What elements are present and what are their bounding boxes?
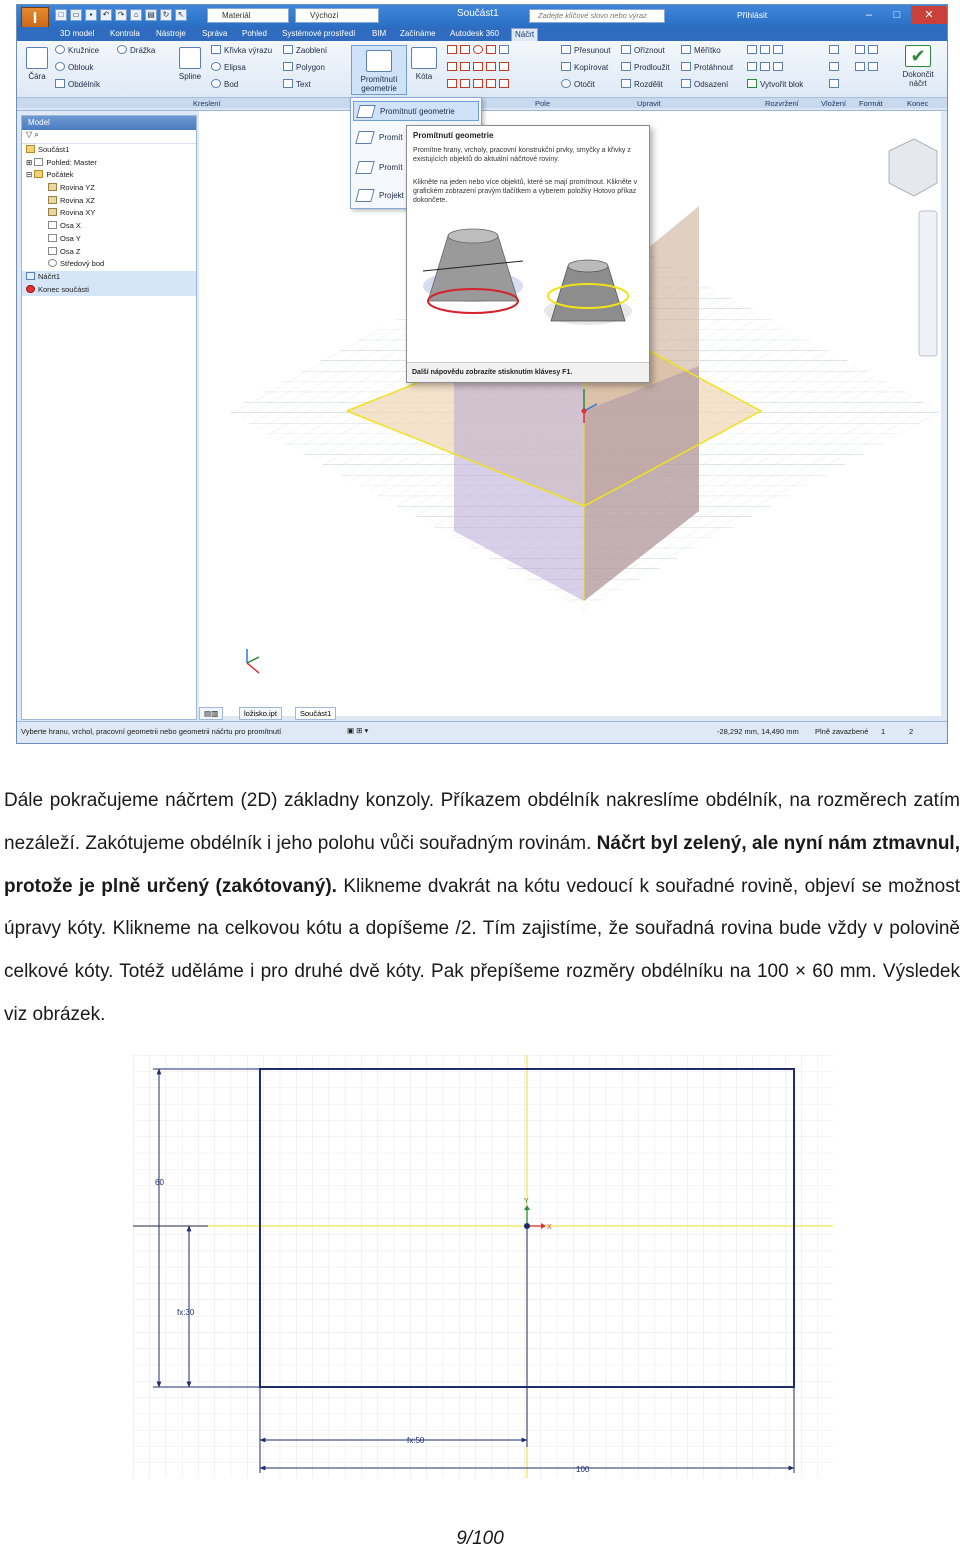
panel-upravit[interactable]: Upravit bbox=[637, 99, 661, 108]
dimension-button[interactable]: Kóta bbox=[409, 47, 439, 81]
tooltip-illustration bbox=[413, 216, 645, 356]
insert-icons-row2[interactable] bbox=[829, 62, 842, 72]
minimize-icon[interactable]: – bbox=[865, 9, 873, 21]
tree-item-part[interactable]: Součást1 bbox=[22, 144, 196, 157]
tab-sprava[interactable]: Správa bbox=[202, 29, 228, 38]
insert-icons[interactable] bbox=[829, 45, 842, 55]
view-triad bbox=[247, 649, 259, 673]
navigation-bar[interactable] bbox=[919, 211, 937, 356]
tab-nacrt[interactable]: Náčrt bbox=[511, 28, 538, 41]
find-icon[interactable]: ⌕ bbox=[34, 130, 39, 139]
ribbon bbox=[17, 41, 947, 111]
sketch-grid bbox=[133, 1055, 833, 1478]
doctab-bearing[interactable]: ložisko.ipt bbox=[239, 707, 282, 720]
offset-button[interactable]: Odsazení bbox=[681, 79, 728, 89]
move-button[interactable]: Přesunout bbox=[561, 45, 610, 55]
split-button[interactable]: Rozdělit bbox=[621, 79, 663, 89]
doctab-icons[interactable]: ▤▥ bbox=[199, 707, 223, 720]
copy-button[interactable]: Kopírovat bbox=[561, 62, 608, 72]
finish-sketch-button[interactable]: ✔ Dokončit náčrt bbox=[902, 46, 934, 88]
tree-item-axis-y[interactable]: Osa Y bbox=[22, 233, 196, 246]
status-prompt: Vyberte hranu, vrchol, pracovní geometrii nebo geometrii náčrtu pro promítnutí bbox=[21, 727, 282, 736]
tab-bim[interactable]: BIM bbox=[372, 29, 387, 38]
dim-width[interactable]: 100 bbox=[576, 1465, 590, 1474]
menu-item-project-cut-edges[interactable]: Promít bbox=[353, 128, 479, 148]
title-bar bbox=[17, 5, 947, 27]
new-icon[interactable]: □ bbox=[55, 9, 67, 21]
panel-pole[interactable]: Pole bbox=[535, 99, 551, 108]
axis-label-x: X bbox=[547, 1224, 552, 1231]
appearance-combo[interactable]: Výchozí bbox=[295, 8, 379, 23]
tooltip-instructions: Klikněte na jeden nebo více objektů, které se mají promítnout. Klikněte v grafickém zobrazení pravým tlačítkem a vyberem položky Hotovo příkaz dokončete. bbox=[413, 179, 638, 204]
axis-label-y: Y bbox=[524, 1198, 529, 1205]
browser-tree bbox=[22, 144, 196, 296]
layout-icons[interactable] bbox=[747, 45, 786, 55]
paragraph-bold: Náčrt byl zelený, ale nyní nám ztmavnul, protože je plně určený (zakótovaný). bbox=[4, 832, 960, 897]
tab-nastroje[interactable]: Nástroje bbox=[156, 29, 186, 38]
status-count: 1 bbox=[881, 727, 886, 736]
panel-format[interactable]: Formát bbox=[859, 99, 883, 108]
open-icon[interactable]: ▭ bbox=[70, 9, 82, 21]
format-icons[interactable] bbox=[855, 45, 881, 55]
tab-autodesk-360[interactable]: Autodesk 360 bbox=[450, 29, 499, 38]
scale-button[interactable]: Měřítko bbox=[681, 45, 721, 55]
tree-item-view[interactable]: ⊞ Pohled: Master bbox=[26, 157, 97, 167]
tab-zaciname[interactable]: Začínáme bbox=[400, 29, 436, 38]
text-button[interactable]: Text bbox=[283, 79, 311, 89]
tab-pohled[interactable]: Pohled bbox=[242, 29, 267, 38]
search-input[interactable]: Zadejte klíčové slovo nebo výraz bbox=[529, 9, 665, 23]
sign-in-link[interactable]: Přihlásit bbox=[737, 10, 768, 20]
project-cut-edges-icon bbox=[355, 131, 374, 144]
tree-item-axis-x[interactable]: Osa X bbox=[22, 220, 196, 233]
paragraph-part-2: Klikneme dvakrát na kótu vedoucí k souřadné rovině, objeví se možnost úpravy kóty. Klikneme na celkovou kótu a dopíšeme /2. Tím zajistíme, že souřadná rovina bude vždy v polovině celkové kóty. Totéž uděláme i pro druhé dvě kóty. Pak přepíšeme rozměry obdélníku na 100 × 60 mm. Výsledek viz obrázek. bbox=[4, 875, 960, 1025]
project-geometry-button[interactable]: Promítnutí geometrie bbox=[351, 45, 407, 95]
command-tooltip bbox=[406, 125, 650, 383]
panel-konec[interactable]: Konec bbox=[907, 99, 929, 108]
ellipse-button[interactable]: Elipsa bbox=[211, 62, 246, 72]
tooltip-footer: Další nápovědu zobrazíte stisknutím klávesy F1. bbox=[407, 362, 649, 382]
model-browser bbox=[21, 115, 197, 720]
save-icon[interactable]: ▪ bbox=[85, 9, 97, 21]
panel-kresleni[interactable]: Kreslení bbox=[193, 99, 221, 108]
panel-vlozeni[interactable]: Vložení bbox=[821, 99, 847, 108]
equation-curve-button[interactable]: Křivka výrazu bbox=[211, 45, 272, 55]
application-menu-button[interactable]: I bbox=[21, 7, 49, 41]
window-title: Součást1 bbox=[457, 8, 499, 19]
trim-button[interactable]: Oříznout bbox=[621, 45, 665, 55]
view-cube[interactable] bbox=[889, 139, 937, 196]
status-count-2: 2 bbox=[909, 727, 914, 736]
dim-half-height[interactable]: fx:30 bbox=[177, 1308, 195, 1317]
status-icons[interactable]: ▣ ⊞ ▾ bbox=[347, 726, 369, 735]
panel-rozvrzeni[interactable]: Rozvržení bbox=[765, 99, 799, 108]
select-icon[interactable]: ↖ bbox=[175, 9, 187, 21]
tab-systemove-prostredi[interactable]: Systémové prostředí bbox=[282, 29, 356, 38]
undo-icon[interactable]: ↶ bbox=[100, 9, 112, 21]
page-number: 9/100 bbox=[456, 1528, 504, 1549]
tree-item-end-of-part[interactable]: Konec součásti bbox=[22, 284, 196, 297]
menu-item-project-flat-pattern[interactable]: Promít bbox=[353, 158, 479, 178]
slot-button[interactable]: Drážka bbox=[117, 45, 155, 55]
insert-icons-row3[interactable] bbox=[829, 79, 842, 89]
tree-item-plane-xz[interactable]: Rovina XZ bbox=[22, 195, 196, 208]
quick-access-toolbar bbox=[55, 9, 187, 23]
tree-item-plane-xy[interactable]: Rovina XY bbox=[22, 207, 196, 220]
body-paragraph bbox=[4, 780, 960, 1037]
maximize-icon[interactable]: □ bbox=[893, 9, 901, 21]
rotate-button[interactable]: Otočit bbox=[561, 79, 595, 89]
extend-button[interactable]: Prodloužit bbox=[621, 62, 670, 72]
tab-kontrola[interactable]: Kontrola bbox=[110, 29, 140, 38]
ribbon-tabs bbox=[17, 27, 947, 41]
line-button[interactable]: Čára bbox=[23, 47, 51, 81]
arc-button[interactable]: Oblouk bbox=[55, 62, 93, 72]
constraint-icons-row3[interactable] bbox=[447, 79, 512, 89]
tree-item-plane-yz[interactable]: Rovina YZ bbox=[22, 182, 196, 195]
tab-3d-model[interactable]: 3D model bbox=[60, 29, 95, 38]
status-bar bbox=[17, 721, 947, 743]
tooltip-description: Promítne hrany, vrcholy, pracovní konstrukční prvky, smyčky a křivky z existujících objektů do aktuální náčrtové roviny. bbox=[413, 147, 631, 163]
tooltip-title: Promítnutí geometrie bbox=[413, 131, 494, 140]
dim-height[interactable]: 60 bbox=[155, 1178, 164, 1187]
status-coordinates: -28,292 mm, 14,490 mm bbox=[717, 727, 799, 736]
dim-half-width[interactable]: fx:50 bbox=[407, 1436, 425, 1445]
home-icon[interactable]: ⌂ bbox=[130, 9, 142, 21]
menu-item-project-to-3d[interactable]: Projekt bbox=[353, 186, 479, 206]
project-flat-pattern-icon bbox=[355, 161, 374, 174]
project-geometry-icon bbox=[356, 105, 375, 118]
rectangle-button[interactable]: Obdélník bbox=[55, 79, 100, 89]
browser-header[interactable]: Model bbox=[22, 116, 196, 130]
create-block-button[interactable]: Vytvořit blok bbox=[747, 79, 803, 89]
format-icons-row2[interactable] bbox=[855, 62, 881, 72]
browser-toolbar bbox=[22, 130, 196, 144]
print-icon[interactable]: ▤ bbox=[145, 9, 157, 21]
polygon-button[interactable]: Polygon bbox=[283, 62, 325, 72]
ribbon-panel-labels bbox=[17, 97, 947, 108]
tree-item-origin[interactable]: ⊟ Počátek bbox=[26, 170, 74, 180]
status-constraint-state: Plně zavazbené bbox=[815, 727, 869, 736]
paragraph-part-1: Dále pokračujeme náčrtem (2D) základny konzoly. Příkazem obdélník nakreslíme obdélník, na rozměrech zatím nezáleží. Zakótujeme obdélník i jeho polohu vůči souřadným rovinám. bbox=[4, 790, 960, 854]
stretch-button[interactable]: Protáhnout bbox=[681, 62, 733, 72]
doctab-part[interactable]: Součást1 bbox=[295, 707, 336, 720]
filter-icon[interactable]: ▽ bbox=[26, 130, 33, 139]
project-to-3d-icon bbox=[355, 189, 374, 202]
redo-icon[interactable]: ↷ bbox=[115, 9, 127, 21]
spline-button[interactable]: Spline bbox=[175, 47, 205, 81]
sketch-figure bbox=[133, 1055, 833, 1478]
tree-item-axis-z[interactable]: Osa Z bbox=[22, 246, 196, 259]
inventor-screenshot bbox=[16, 4, 948, 744]
tree-item-center-point[interactable]: Středový bod bbox=[22, 258, 196, 271]
layout-icons-row2[interactable] bbox=[747, 62, 786, 72]
material-combo[interactable]: Materiál bbox=[207, 8, 289, 23]
point-button[interactable]: Bod bbox=[211, 79, 238, 89]
menu-item-project-geometry[interactable]: Promítnutí geometrie bbox=[353, 101, 479, 121]
fillet-button[interactable]: Zaoblení bbox=[283, 45, 327, 55]
update-icon[interactable]: ↻ bbox=[160, 9, 172, 21]
circle-button[interactable]: Kružnice bbox=[55, 45, 99, 55]
origin-point bbox=[582, 409, 587, 414]
constraint-icons-row2[interactable] bbox=[447, 62, 512, 72]
close-icon[interactable]: ✕ bbox=[911, 6, 947, 24]
constraint-icons[interactable] bbox=[447, 45, 512, 55]
tree-item-sketch[interactable]: Náčrt1 bbox=[22, 271, 196, 284]
